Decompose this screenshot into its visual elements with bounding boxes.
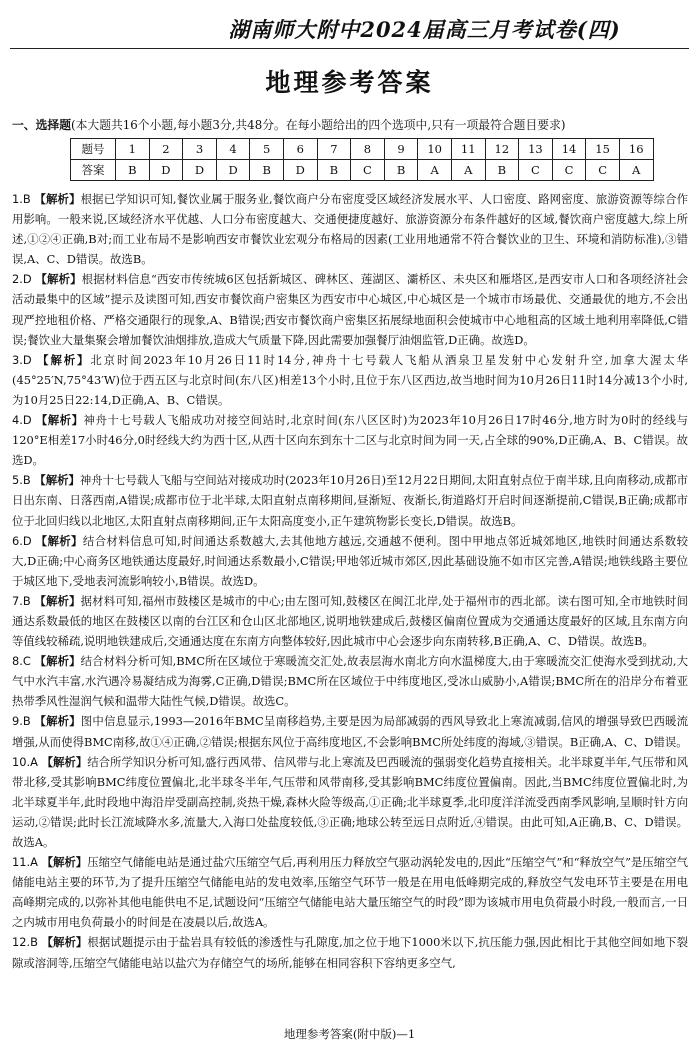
explanation-item: [12, 531, 688, 591]
item-number: 6.D: [12, 533, 32, 548]
school-exam-title: 湖南师大附中2024届高三月考试卷(四): [228, 17, 621, 42]
question-number: 3: [183, 139, 217, 160]
question-number: 4: [216, 139, 250, 160]
answer-cell: A: [451, 160, 485, 181]
question-number: 12: [485, 139, 519, 160]
explanation-item: [12, 752, 688, 852]
analysis-tag: 【解析】: [34, 654, 81, 669]
item-text: 压缩空气储能电站是通过盐穴压缩空气后,再利用压力释放空气驱动涡轮发电的,因此“压缩空气”和“释放空气”是压缩空气储能电站主要的环节,为了提升压缩空气储能电站的发电效率,压缩空气环节一般是在用电低峰期完成的,释放空气发电环节主要是在用电高峰期完成的,以弥补其他电能供电不足,试题设问“压缩空气储能电站大量压缩空气的时段”即为该城市用电负荷最小时段,一般而言,一日之内城市用电负荷最小的时间是在凌晨以后,故选A。: [12, 855, 688, 930]
analysis-tag: 【解析】: [34, 593, 81, 608]
answer-cell: D: [149, 160, 183, 181]
analysis-tag: 【解析】: [34, 473, 80, 488]
explanation-item: [12, 591, 688, 651]
item-number: 11.A: [12, 855, 38, 870]
answer-cell: C: [552, 160, 586, 181]
answer-cell: C: [586, 160, 620, 181]
section-heading: [12, 117, 565, 133]
item-text: 结合所学知识分析可知,盛行西风带、信风带与北上寒流及巴西暖流的强弱变化趋势直接相关。北半球夏半年,气压带和风带北移,受其影响BMC纬度位置偏北,北半球冬半年,气压带和风带南移,受其影响BMC纬度位置偏南。因此,当BMC纬度位置偏北时,为北半球夏半年,此时段地中海沿岸受副高控制,炎热干燥,森林火险等级高,①正确;北半球夏季,北印度洋洋流受西南季风影响,呈顺时针方向运动,②错误;此时长江流域降水多,流量大,入海口处盐度较低,③正确;地球公转至远日点附近,④错误。由此可知,A正确,B、C、D错误。故选A。: [12, 754, 688, 849]
question-number: 15: [586, 139, 620, 160]
analysis-tag: 【解析】: [35, 533, 83, 548]
item-text: 根据试题提示由于盐岩具有较低的渗透性与孔隙度,加之位于地下1000米以下,抗压能力强,因此相比于其他空间如地下裂隙或溶洞等,压缩空气储能电站以盐穴为存储空气的场所,能够在相同容积下容纳更多空气,: [12, 935, 688, 970]
explanation-item: [12, 932, 688, 972]
item-number: 1.B: [12, 192, 31, 206]
question-number: 13: [519, 139, 553, 160]
analysis-tag: 【解析】: [34, 714, 81, 729]
header-rule: [10, 48, 689, 49]
question-number: 16: [619, 139, 653, 160]
answer-cell: D: [283, 160, 317, 181]
explanation-item: [12, 350, 688, 410]
item-text: 结合材料信息可知,时间通达系数越大,去其他地方越远,交通越不便利。图中甲地点邻近城郊地区,地铁时间通达系数较大,D正确;中心商务区地铁通达度最好,时间通达系数最小,C错误;甲地邻近城市郊区,因此基础设施不如市区完善,A错误;地铁线路主要位于城区地下,受地表河流影响较小,B错误。故选D。: [12, 533, 688, 588]
row-label-answer: 答案: [71, 160, 116, 181]
page-footer: 地理参考答案(附中版)—1: [283, 1027, 416, 1041]
analysis-tag: 【解析】: [35, 272, 82, 287]
explanations: [12, 189, 688, 973]
question-number: 2: [149, 139, 183, 160]
section-instructions: (本大题共16个小题,每小题3分,共48分。在每小题给出的四个选项中,只有一项最符合题目要求): [71, 118, 566, 132]
answer-cell: D: [183, 160, 217, 181]
item-text: 根据材料信息“西安市传统城6区包括新城区、碑林区、莲湖区、灞桥区、未央区和雁塔区,是西安市人口和各项经济社会活动最集中的区域”提示及读图可知,西安市餐饮商户密集区为西安市中心城区,中心城区是一个城市市场最优、交通最优的地方,不会出现严控地租价格、严格交通限行的现象,A、B错误;西安市餐饮商户密集区拓展绿地面积会使城市中心地租高的区域土地利用率降低,C错误;餐饮业大量集聚会增加餐饮油烟排放,造成大气质量下降,因此需要加强餐厅油烟监管,D正确。故选D。: [12, 272, 688, 347]
document-title: 地理参考答案: [265, 68, 434, 97]
item-text: 神舟十七号载人飞船与空间站对接成功时(2023年10月26日)至12月22日期间,太阳直射点位于南半球,且向南移动,成都市日出东南、日落西南,A错误;成都市位于北半球,太阳直射点南移期间,昼渐短、夜渐长,街道路灯开启时间逐渐提前,C错误,B正确;成都市位于北回归线以北地区,太阳直射点南移期间,正午太阳高度变小,正午建筑物影长变长,D错误。故选B。: [12, 473, 688, 528]
item-number: 10.A: [12, 754, 38, 769]
question-number: 7: [317, 139, 351, 160]
question-number: 5: [250, 139, 284, 160]
answer-cell: B: [250, 160, 284, 181]
explanation-item: [12, 470, 688, 530]
question-number: 6: [283, 139, 317, 160]
explanation-item: [12, 852, 688, 932]
item-number: 8.C: [12, 654, 31, 669]
answer-row: [71, 160, 654, 181]
item-number: 12.B: [12, 935, 38, 950]
question-number: 9: [384, 139, 418, 160]
analysis-tag: 【解析】: [41, 935, 88, 950]
analysis-tag: 【解析】: [34, 192, 81, 206]
answer-cell: B: [384, 160, 418, 181]
page-header: [0, 14, 699, 44]
analysis-tag: 【解析】: [41, 855, 88, 870]
explanation-item: [12, 410, 688, 470]
explanation-item: [12, 189, 688, 269]
question-number: 14: [552, 139, 586, 160]
answer-cell: C: [351, 160, 385, 181]
question-number-row: [71, 139, 654, 160]
explanation-item: [12, 711, 688, 751]
item-number: 5.B: [12, 473, 31, 488]
item-number: 7.B: [12, 593, 31, 608]
answer-cell: D: [216, 160, 250, 181]
answer-cell: A: [418, 160, 452, 181]
item-number: 3.D: [12, 352, 32, 367]
answer-table: [70, 138, 654, 181]
item-text: 神舟十七号载人飞船成功对接空间站时,北京时间(东八区区时)为2023年10月26日17时46分,地方时为0时的经线与120°E相差17小时46分,0时经线大约为西十区,从西十区向东到东十二区与北京时间为同一天,占全球的90%,D正确,A、B、C错误。故选D。: [12, 413, 688, 468]
explanation-item: [12, 651, 688, 711]
answer-cell: C: [519, 160, 553, 181]
answer-cell: B: [317, 160, 351, 181]
item-text: 根据已学知识可知,餐饮业属于服务业,餐饮商户分布密度受区域经济发展水平、人口密度、路网密度、旅游资源等综合作用影响。一般来说,区域经济水平优越、人口分布密度越大、交通便捷度越好、旅游资源分布条件越好的区域,餐饮商户密度越大,综上所述,①②④正确,B对;而工业布局不是影响西安市餐饮业宏观分布格局的因素(工业用地通常不符合餐饮业的卫生、环境和消防标准),③错误,A、C、D错误。故选B。: [12, 192, 688, 267]
section-label: 一、选择题: [12, 118, 71, 132]
row-label-question: 题号: [71, 139, 116, 160]
item-text: 结合材料分析可知,BMC所在区域位于寒暖流交汇处,故表层海水南北方向水温梯度大,由于寒暖流交汇使海水受到扰动,大气中水汽丰富,水汽遇冷易凝结成为海雾,C正确,D错误;BMC所在区域位于中纬度地区,受冰山威胁小,A错误;BMC所在的沿岸分布着亚热带季风性湿润气候和温带大陆性气候,D错误。故选C。: [12, 654, 688, 709]
item-number: 2.D: [12, 272, 32, 287]
item-number: 9.B: [12, 714, 31, 729]
answer-cell: A: [619, 160, 653, 181]
analysis-tag: 【解析】: [41, 754, 88, 769]
answer-cell: B: [485, 160, 519, 181]
analysis-tag: 【解析】: [37, 352, 91, 367]
item-text: 据材料可知,福州市鼓楼区是城市的中心;由左图可知,鼓楼区在闽江北岸,处于福州市的西北部。读右图可知,全市地铁时间通达系数最低的地区在鼓楼区以南的台江区和仓山区北部地区,说明地铁建成后,鼓楼区偏南位置成为交通通达度最好的区域,且东南方向等值线较稀疏,说明地铁建成后,交通通达度在东南方向整体较好,因此城市中心会逐步向东南转移,B正确,A、C、D错误。故选B。: [12, 593, 688, 649]
item-text: 北京时间2023年10月26日11时14分,神舟十七号载人飞船从酒泉卫星发射中心发射升空,加拿大渥太华(45°25′N,75°43′W)位于西五区与北京时间(东八区)相差13个小时,且位于东八区西边,故当地时间为10月26日11时14分减13个小时,为10月25日22:14,D正确,A、B、C错误。: [12, 352, 688, 407]
question-number: 10: [418, 139, 452, 160]
answer-cell: B: [116, 160, 150, 181]
question-number: 1: [116, 139, 150, 160]
item-number: 4.D: [12, 413, 32, 428]
analysis-tag: 【解析】: [35, 413, 84, 428]
question-number: 11: [451, 139, 485, 160]
question-number: 8: [351, 139, 385, 160]
item-text: 图中信息显示,1993—2016年BMC呈南移趋势,主要是因为局部减弱的西风导致北上寒流减弱,信风的增强导致巴西暖流增强,从而使得BMC南移,故①④正确,②错误;根据东风位于高纬度地区,不会影响BMC所处纬度的海域,③错误。B正确,A、C、D错误。: [12, 714, 688, 749]
explanation-item: [12, 269, 688, 349]
